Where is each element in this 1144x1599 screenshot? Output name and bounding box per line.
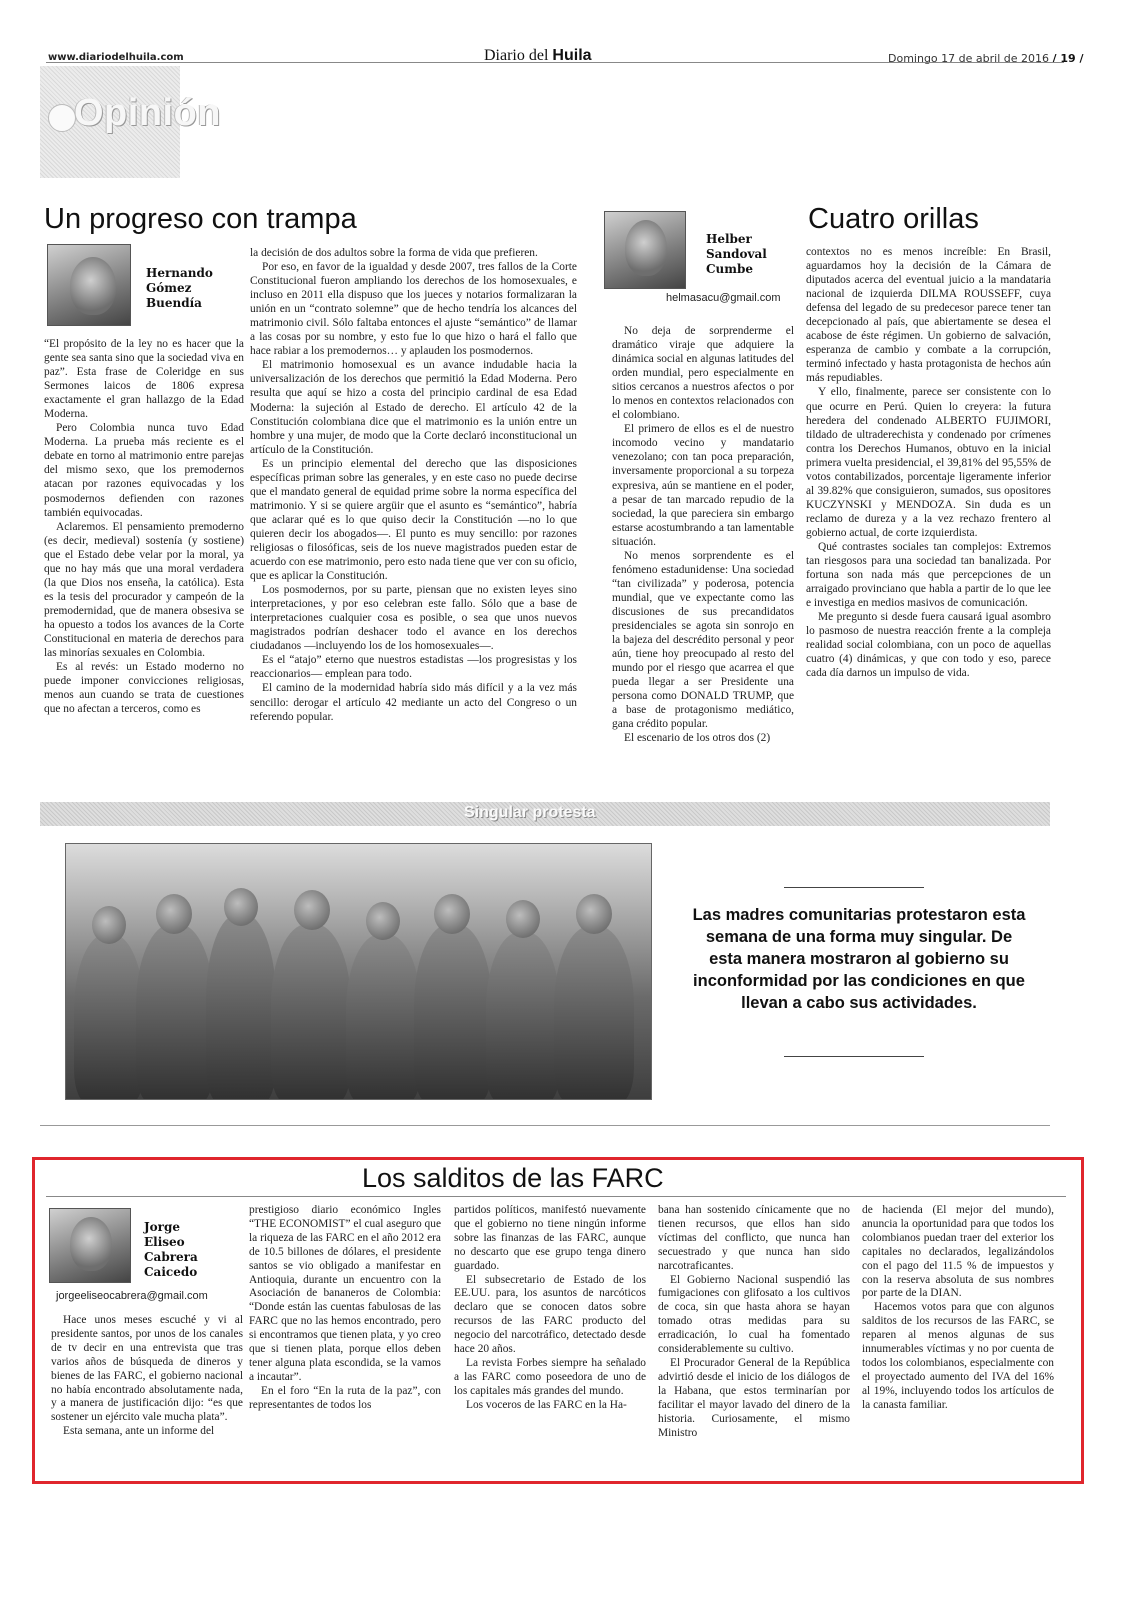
paragraph: Hace unos meses escuché y vi al presidente santos, por unos de los canales de tv decir en una entrevista que tras varios años de búsqueda de dineros y bienes de las FARC, el gobierno nacional no había encontrado absolutamente nada, y a manera de justificación dijo: “es que sostener un ejército vale mucha plata”.	[51, 1314, 243, 1424]
author3-photo	[49, 1208, 131, 1283]
paragraph: No deja de sorprenderme el dramático viraje que adquiere la dinámica social en algunas latitudes del orden mundial, pero especialmente en sitios cercanos a nuestros afectos o por lo menos en contextos relacionados con el colombiano.	[612, 325, 794, 422]
photo-caption: Las madres comunitarias protestaron esta semana de una forma muy singular. De esta manera mostraron al gobierno su inconformidad por las condiciones en que llevan a cabo sus actividades.	[692, 906, 1026, 1012]
paragraph: Es al revés: un Estado moderno no puede imponer convicciones religiosas, menos aun cuando se trata de cuestiones que no afectan a terceros, como es	[44, 661, 244, 716]
paragraph: la decisión de dos adultos sobre la forma de vida que prefieren.	[250, 247, 538, 259]
paragraph: El Gobierno Nacional suspendió las fumigaciones con glifosato a los cultivos de coca, sin que hasta ahora se hayan tomado otras medidas para su erradicación, lo cual ha fomentado considerablemente su cultivo.	[658, 1273, 850, 1356]
paragraph: El escenario de los otros dos (2)	[624, 732, 771, 745]
article1-column-2	[250, 246, 577, 724]
article3-column-3	[454, 1204, 646, 1413]
author1-photo	[47, 244, 131, 326]
article2-title: Cuatro orillas	[808, 203, 979, 235]
paragraph: Los posmodernos, por su parte, piensan que no existen leyes sino interpretaciones, y por eso celebran este fallo. Sólo que a base de interpretaciones cualquier cosa es posible, o sea que unos nuevos magistrados podrían deshacer todo el avance en los derechos ciudadanos —incluyendo los de los homosexuales—.	[250, 584, 577, 653]
paragraph: No menos sorprendente es el fenómeno estadunidense: Una sociedad “tan civilizada” y poderosa, potencia mundial, que ve expectante como las discusiones de sus precandidatos presidenciales se agota sin sonrojo en la bajeza del descrédito personal y peor aún, tiene hoy preocupado al resto del mundo por el riesgo que acarrea el que pueda llegar a ser Presidente una persona como DONALD TRUMP, que a base de protagonismo mediático, gana crédito popular.	[612, 549, 794, 731]
paragraph: Y ello, finalmente, parece ser consistente con lo que ocurre en Perú. Quien lo creyera: la futura heredera del condenado ALBERTO FUJIMORI, tildado de ultraderechista y condenado por crímenes contra los Derechos Humanos, obtuvo en la inicial primera vuelta presidencial, el 39,81% del 95,55% de votos contabilizados, porcentaje ligeramente inferior al 39.82% que consiguieron, sumados, sus opositores KUCZYNSKI y MENDOZA. Sin duda es un reclamo de dureza y a la vez rechazo frentero al gobierno actual, de corte izquierdista.	[806, 386, 1051, 539]
article2-column-1	[612, 324, 794, 745]
author3-name: Jorge Eliseo Cabrera Caicedo	[144, 1220, 198, 1279]
paragraph: Por eso, en favor de la igualdad y desde 2007, tres fallos de la Corte Constitucional fueron ampliando los derechos de los homosexuales, e incluso en 2011 ella dispuso que los jueces y notarios formalizaran la unión en un “contrato solemne” que de hecho tendría los alcances del matrimonio civil. Sólo faltaba entonces el ajuste “semántico” de llamar a las cosas por su nombre, y esto fue lo que hizo o hará el fallo que hace rabiar a los premodernos… y aplauden los posmodernos.	[250, 261, 577, 358]
paragraph: Aclaremos. El pensamiento premoderno (es decir, medieval) sostenía (y sostiene) que el Estado debe velar por la moral, ya que no hay más que una moral verdadera (la que Dios nos enseña, la católica). Esta es la tesis del procurador y campeón de la premodernidad, que de manera obsesiva se ha opuesto a todos los avances de la Corte Constitucional en materia de derechos para las minorías sexuales en Colombia.	[44, 520, 244, 660]
caption-rule-bottom	[784, 1056, 924, 1057]
author2-photo	[604, 211, 686, 289]
paragraph: Esta semana, ante un informe del	[63, 1425, 215, 1438]
section-label: Opinión	[74, 92, 222, 134]
site-url[interactable]: www.diariodelhuila.com	[48, 52, 184, 63]
paragraph: Los voceros de las FARC en la Ha-	[466, 1398, 627, 1411]
photo-section-bottom-rule	[40, 1125, 1050, 1126]
article3-column-2	[249, 1204, 441, 1413]
paragraph: contextos no es menos increíble: En Brasil, aguardamos hoy la decisión de la Cámara de diputados acerca del eventual juicio a la mandataria nacional de izquierda DILMA ROUSSEFF, cuya defensa del legado de su predecesor parece tener tan decepcionado al país, que abiertamente se desea el acabose de éste régimen. Un gobierno de salvación, esperanza de cambio y combate a la corrupción, terminó infectado y hasta protagonista de hechos aún más repudiables.	[806, 246, 1051, 385]
paragraph: El camino de la modernidad habría sido más difícil y a la vez más sencillo: derogar el artículo 42 mediante un acto del Congreso o un referendo popular.	[250, 682, 577, 723]
newspaper-name: Diario del Huila	[484, 47, 592, 64]
author2-email[interactable]: helmasacu@gmail.com	[666, 292, 781, 304]
article3-title: Los salditos de las FARC	[362, 1163, 664, 1193]
paragraph: Es un principio elemental del derecho que las disposiciones específicas priman sobre las generales, y en este caso no puede decirse que el mandato general de equidad prime sobre la norma específica del matrimonio. Y si se quiere argüir que el asunto es “semántico”, habría que aclarar qué es lo que quiso decir la Constitución —no lo que quieren decir los abogados—. El punto es muy sencillo: por razones religiosas o filosóficas, seis de los nueve magistrados pueden estar de acuerdo con ese matrimonio, pero esto nada tiene que ver con su oficio, que es aplicar la Constitución.	[250, 457, 577, 583]
paragraph: prestigioso diario económico Ingles “THE ECONOMIST” el cual aseguro que la riqueza de las FARC en el año 2012 era de 10.5 billones de dólares, el presidente santos se vio obligado a manifestar en Antioquia, durante un encuentro con la Asociación de bananeros de Colombia: “Donde están las cuentas fabulosas de las FARC que no las hemos encontrado, pero si encontramos que tienen plata, y yo creo que si tienen plata, porque ellos deben tener alguna plata escondida, se la vamos a incautar”.	[249, 1204, 442, 1383]
paragraph: El primero de ellos es el de nuestro incomodo vecino y mandatario venezolano; con tan poca preparación, inversamente proporcional a su torpeza expresiva, aún se mantiene en el poder, a pesar de tan marcado repudio de la sociedad, la que pareciera sin embargo estarse acostumbrando a tan lamentable situación.	[612, 423, 794, 548]
photo-section-title: Singular protesta	[464, 804, 596, 821]
paragraph: La revista Forbes siempre ha señalado a las FARC como poseedora de uno de los capitales más grandes del mundo.	[454, 1356, 646, 1397]
article1-title: Un progreso con trampa	[44, 203, 357, 235]
article3-title-rule	[46, 1196, 1066, 1197]
paragraph: Me pregunto si desde fuera causará igual asombro lo pasmoso de nuestra reacción frente a la compleja realidad social colombiana, con un poco de aquellas cuatro (4) dinámicas, y que con todo y eso, parece cada día darnos un impulso de vida.	[806, 611, 1051, 680]
article2-column-2	[806, 245, 1051, 680]
paragraph: El subsecretario de Estado de los EE.UU. para, los asuntos de narcóticos declaro que se conocen datos sobre recursos de las FARC producto del negocio del narcotráfico, detectado desde hace 20 años.	[454, 1273, 646, 1356]
paragraph: “El propósito de la ley no es hacer que la gente sea santa sino que la sociedad viva en paz”. Esta frase de Coleridge en sus Sermones laicos de 1806 expresa exactamente el gran hallazgo de la Edad Moderna.	[44, 338, 244, 421]
author3-email[interactable]: jorgeeliseocabrera@gmail.com	[56, 1290, 208, 1302]
article3-column-4	[658, 1204, 850, 1440]
author2-name: Helber Sandoval Cumbe	[706, 232, 767, 276]
article3-column-5	[862, 1204, 1054, 1413]
paragraph: de hacienda (El mejor del mundo), anuncia la oportunidad para que todos los colombianos puedan traer del exterior los capitales no declarados, legalizándolos con el pago del 11.5 % de impuestos y con la reserva absoluta de sus nombres por parte de la DIAN.	[862, 1204, 1054, 1300]
paragraph: bana han sostenido cínicamente que no tienen recursos, que ellos han sido víctimas del conflicto, que nunca han secuestrado y que nunca han sido narcotraficantes.	[658, 1204, 850, 1272]
protest-photo	[65, 843, 652, 1100]
author1-name: Hernando Gómez Buendía	[146, 266, 213, 310]
paragraph: En el foro “En la ruta de la paz”, con representantes de todos los	[249, 1384, 441, 1411]
section-bullet-icon	[48, 104, 76, 132]
paragraph: partidos políticos, manifestó nuevamente que el gobierno no tiene ningún informe sobre las finanzas de las FARC, aunque no descarto que ese grupo tenga dinero guardado.	[454, 1204, 646, 1272]
header-rule	[46, 62, 1064, 63]
paragraph: El Procurador General de la República advirtió desde el inicio de los diálogos de la Habana, que estos terminarían por facilitar el mayor lavado del dinero de la historia. Curiosamente, el mismo Ministro	[658, 1356, 850, 1439]
paragraph: Qué contrastes sociales tan complejos: Extremos tan riesgosos para una sociedad tan banalizada. Por fortuna son nada más que percepciones de un arraigado provinciano que habla a partir de lo que lee e investiga en medios masivos de comunicación.	[806, 540, 1051, 610]
page-number: / 19 /	[1052, 52, 1084, 65]
article3-column-1	[51, 1314, 243, 1439]
paragraph: Es el “atajo” eterno que nuestros estadistas —los progresistas y los reaccionarios— emplean para todo.	[250, 654, 577, 681]
paragraph: El matrimonio homosexual es un avance indudable hacia la universalización de los derechos que permitió la Edad Moderna. Pero resulta que aquí se hizo a costa del principio cardinal de esa Edad Moderna: la sujeción al Estado de derecho. El artículo 42 de la Constitución colombiana dice que el matrimonio es la unión entre un hombre y una mujer, de modo que la Corte declaró inconstitucional un artículo de la Constitución.	[250, 359, 577, 456]
caption-rule-top	[784, 887, 924, 888]
paragraph: Hacemos votos para que con algunos salditos de los recursos de las FARC, se reparen al menos algunas de sus innumerables víctimas y no por cuenta de todos los colombianos, especialmente con el proyectado aumento del IVA del 16% al 19%, incluyendo todos los artículos de la canasta familiar.	[862, 1301, 1054, 1411]
article1-column-1	[44, 337, 244, 716]
issue-date: Domingo 17 de abril de 2016 / 19 /	[888, 52, 1084, 65]
paragraph: Pero Colombia nunca tuvo Edad Moderna. La prueba más reciente es el debate en torno al matrimonio entre parejas del mismo sexo, que los premodernos atacan por razones equivocadas y los posmodernos defienden con razones también equivocadas.	[44, 422, 244, 519]
